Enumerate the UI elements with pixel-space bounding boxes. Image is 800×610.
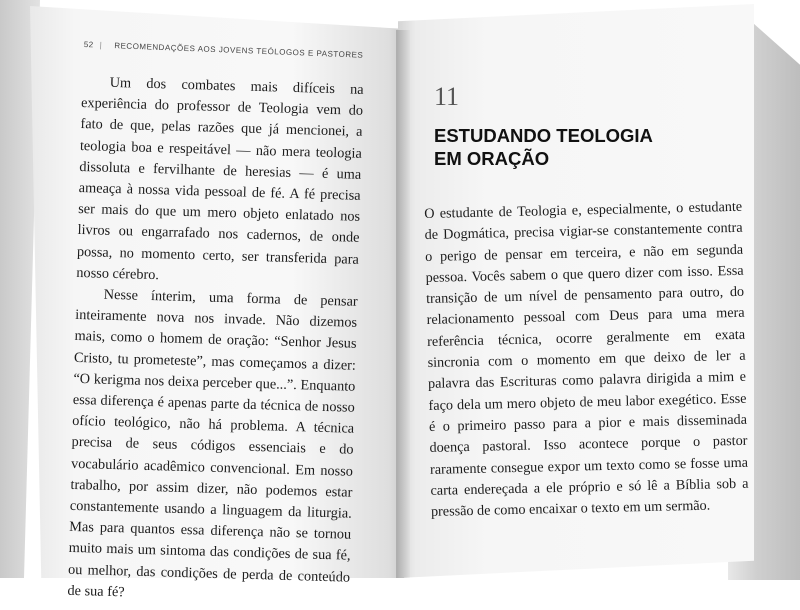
- chapter-title: [434, 124, 674, 170]
- right-paragraph-1: O estudante de Teologia e, especialmente, o estudante de Dogmática, precisa vigiar-se constantemente contra o perigo de pensar em terceira, e não em segunda pessoa. Vocês sabem o que quero dizer com isso. Essa transição de um nível de pensamento para outro, do relacionamento pessoal com Deus para uma mera referência técnica, ocorre geralmente em exata sincronia com o momento em que deixo de ler a palavra das Escrituras como palavra dirigida a mim e faço dela um mero objeto de meu labor exegético. Esse é o primeiro passo para a pior e mais disseminada doença pastoral. Isso acontece porque o pastor raramente consegue expor um texto como se fosse uma carta endereçada a ele próprio e só lê a Bíblia sob a pressão de como encaixar o texto em um sermão.: [424, 198, 749, 521]
- header-separator: |: [99, 40, 103, 50]
- chapter-title-line-2: EM ORAÇÃO: [434, 148, 550, 169]
- chapter-title-line-1: ESTUDANDO TEOLOGIA: [434, 125, 653, 146]
- book-gutter: [396, 30, 410, 578]
- chapter-number: 11: [434, 82, 460, 111]
- left-paragraph-1: Um dos combates mais difíceis na experiência do professor de Teologia vem do fato de que, pelas razões que já mencionei, a teologia boa e respeitável — não mera teologia dissoluta e fervilhante de heresias — é uma ameaça à nossa vida pessoal de fé. A fé precisa ser mais do que um mero objeto enlatado nos livros ou engarrafado nos cadernos, de onde possa, no momento certo, ser transferida para nosso cérebro.: [76, 74, 364, 284]
- left-page-body: [67, 72, 364, 610]
- running-header-title: RECOMENDAÇÕES AOS JOVENS TEÓLOGOS E PASTORES: [114, 41, 364, 60]
- page-number: 52: [83, 40, 94, 50]
- right-page-body: [424, 197, 749, 524]
- left-paragraph-2: Nesse ínterim, uma forma de pensar inteiramente nova nos invade. Não dizemos mais, como o homem de oração: “Senhor Jesus Cristo, tu prometeste”, mas começamos a dizer: “O kerigma nos deixa perceber que...”. Enquanto essa diferença é apenas parte da técnica de nosso ofício teológico, não há problema. A técnica precisa de seus códigos essenciais e do vocabulário acadêmico convencional. Em nosso trabalho, por assim dizer, não podemos estar constantemente usando a linguagem da liturgia. Mas para quantos essa diferença não se tornou muito mais um sintoma das condições de sua fé, ou melhor, das condições de perda de conteúdo de sua fé?: [67, 286, 358, 601]
